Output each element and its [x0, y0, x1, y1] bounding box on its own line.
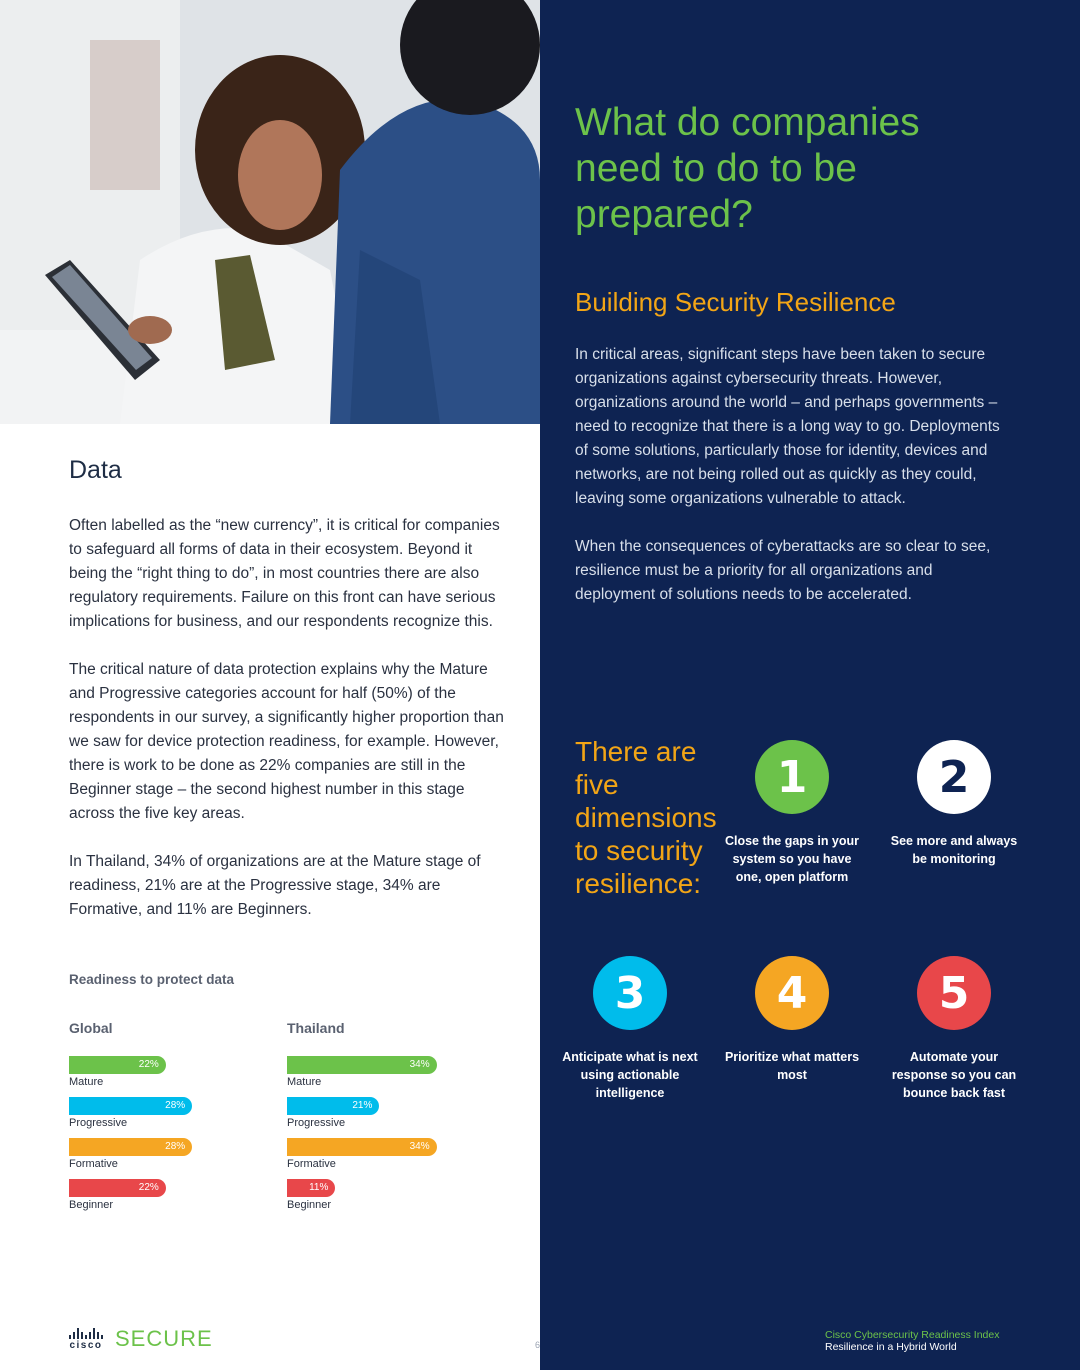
dimension-text: Anticipate what is next using actionable intelligence — [562, 1050, 698, 1100]
bar — [69, 1138, 192, 1156]
cisco-secure-logo — [69, 1326, 213, 1352]
bar — [69, 1056, 166, 1074]
chart-global — [69, 1020, 279, 1220]
dimension-text: See more and always be monitoring — [890, 834, 1018, 866]
bar-row — [69, 1056, 279, 1097]
bar-row — [287, 1138, 497, 1179]
paragraph: In critical areas, significant steps have been taken to secure organizations against cybersecurity threats. However, organizations around the world – and perhaps governments – need to recognize that there is a long way to go. Deployments of some solutions, particularly those for identity, devices and networks, are not being rolled out as quickly as they could, leaving some organizations vulnerable to attack. — [575, 346, 1000, 507]
bar-value-label: 22% — [138, 1182, 159, 1193]
product-name: SECURE — [115, 1326, 213, 1351]
dimension-text: Prioritize what matters most — [724, 1050, 860, 1082]
number-badge: 5 — [917, 956, 991, 1030]
bar — [287, 1138, 437, 1156]
bar-category-label: Progressive — [287, 1117, 346, 1129]
panel-body — [575, 343, 1015, 631]
bar-value-label: 28% — [165, 1100, 186, 1111]
panel-title: What do companies need to do to be prepared? — [575, 101, 920, 236]
dimension-1 — [722, 740, 862, 886]
report-subtitle: Resilience in a Hybrid World — [825, 1341, 957, 1353]
chart-title: Readiness to protect data — [69, 972, 235, 987]
bar-value-label: 34% — [409, 1141, 430, 1152]
dimension-3 — [560, 956, 700, 1102]
bar-value-label: 34% — [409, 1059, 430, 1070]
bar-category-label: Beginner — [69, 1199, 114, 1211]
number-badge: 2 — [917, 740, 991, 814]
dimension-5 — [884, 956, 1024, 1102]
bar-category-label: Mature — [69, 1076, 104, 1088]
paragraph: Often labelled as the “new currency”, it is critical for companies to safeguard all forms of data in their ecosystem. Beyond it being the “right thing to do”, in most countries there are also regulatory requirements. Failure on this front can have serious implications for business, and our respondents recognize this. — [69, 517, 500, 630]
bar-row — [287, 1179, 497, 1220]
panel-subtitle: Building Security Resilience — [575, 287, 896, 317]
chart-thailand — [287, 1020, 497, 1220]
bar-row — [69, 1138, 279, 1179]
bar — [69, 1179, 166, 1197]
hero-photo — [0, 0, 540, 424]
bar-category-label: Formative — [287, 1158, 336, 1170]
bar-row — [287, 1056, 497, 1097]
bar — [287, 1056, 437, 1074]
dimension-2 — [884, 740, 1024, 868]
cisco-logo-icon — [69, 1328, 103, 1351]
paragraph: The critical nature of data protection explains why the Mature and Progressive categories account for half (50%) of the respondents in our survey, a significantly higher proportion than we saw for device protection readiness, for example. However, there is work to be done as 22% companies are still in the Beginner stage – the second highest number in this stage across the five key areas. — [69, 661, 504, 822]
bar-row — [69, 1179, 279, 1220]
bar-category-label: Mature — [287, 1076, 322, 1088]
report-footer — [825, 1329, 1000, 1353]
dimension-text: Close the gaps in your system so you have one, open platform — [724, 834, 860, 884]
number-badge: 4 — [755, 956, 829, 1030]
brand-name: cisco — [69, 1339, 103, 1351]
number-badge: 1 — [755, 740, 829, 814]
section-heading: Data — [69, 456, 122, 484]
chart-region-label: Global — [69, 1020, 113, 1036]
dimension-4 — [722, 956, 862, 1084]
bar-value-label: 11% — [309, 1182, 329, 1193]
bar-value-label: 22% — [138, 1059, 159, 1070]
bar — [69, 1097, 192, 1115]
bar-row — [287, 1097, 497, 1138]
data-section — [69, 456, 509, 946]
right-panel — [540, 0, 1080, 1370]
bar-category-label: Beginner — [287, 1199, 332, 1211]
paragraph: When the consequences of cyberattacks are so clear to see, resilience must be a priority for all organizations and deployment of solutions needs to be accelerated. — [575, 538, 991, 603]
five-dimensions-heading: There are five dimensions to security resilience: — [575, 736, 717, 899]
dimension-text: Automate your response so you can bounce back fast — [891, 1050, 1017, 1100]
report-title: Cisco Cybersecurity Readiness Index — [825, 1329, 1000, 1341]
number-badge: 3 — [593, 956, 667, 1030]
bar — [287, 1179, 335, 1197]
bar-category-label: Progressive — [69, 1117, 128, 1129]
bar — [287, 1097, 379, 1115]
bar-value-label: 21% — [352, 1100, 373, 1111]
page-number: 6 — [535, 1340, 541, 1350]
paragraph: In Thailand, 34% of organizations are at the Mature stage of readiness, 21% are at the Progressive stage, 34% are Formative, and 11% are Beginners. — [69, 853, 481, 918]
bar-row — [69, 1097, 279, 1138]
bar-category-label: Formative — [69, 1158, 118, 1170]
bar-value-label: 28% — [165, 1141, 186, 1152]
chart-region-label: Thailand — [287, 1020, 345, 1036]
